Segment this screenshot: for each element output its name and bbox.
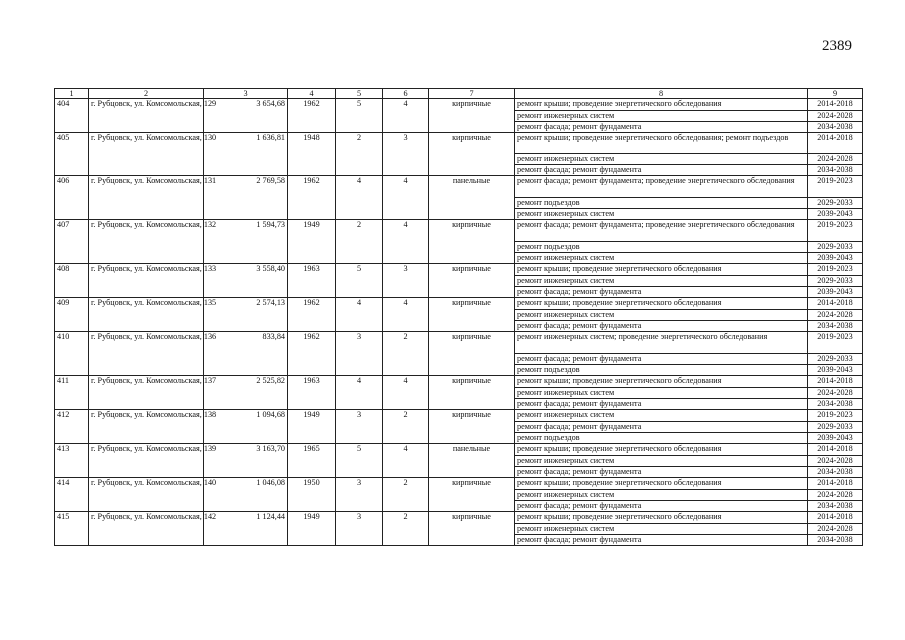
- building-year: 1949: [288, 410, 336, 444]
- table-row: [55, 444, 863, 456]
- work-type: ремонт подъездов: [515, 433, 808, 444]
- work-type: ремонт крыши; проведение энергетического обследования: [515, 298, 808, 310]
- work-period: 2024-2028: [808, 490, 863, 501]
- building-entrances: 2: [383, 410, 429, 444]
- building-year: 1963: [288, 376, 336, 410]
- work-type: ремонт фасада; ремонт фундамента: [515, 165, 808, 176]
- table-row: [55, 220, 863, 242]
- work-period: 2014-2018: [808, 376, 863, 388]
- work-period: 2024-2028: [808, 310, 863, 321]
- building-number: 410: [55, 332, 89, 376]
- work-period: 2034-2038: [808, 122, 863, 133]
- building-floors: 4: [336, 176, 383, 220]
- work-type: ремонт фасада; ремонт фундамента: [515, 467, 808, 478]
- building-year: 1948: [288, 133, 336, 176]
- building-address: г. Рубцовск, ул. Комсомольская, 138: [89, 410, 204, 444]
- building-entrances: 2: [383, 512, 429, 546]
- building-entrances: 4: [383, 220, 429, 264]
- building-address: г. Рубцовск, ул. Комсомольская, 131: [89, 176, 204, 220]
- header-col-5: 5: [336, 89, 383, 99]
- work-type: ремонт крыши; проведение энергетического обследования; ремонт подъездов: [515, 133, 808, 154]
- building-year: 1949: [288, 220, 336, 264]
- building-floors: 5: [336, 444, 383, 478]
- building-address: г. Рубцовск, ул. Комсомольская, 129: [89, 99, 204, 133]
- table-row: [55, 264, 863, 276]
- building-entrances: 2: [383, 332, 429, 376]
- housing-registry-table: [54, 88, 863, 546]
- work-period: 2024-2028: [808, 456, 863, 467]
- building-number: 411: [55, 376, 89, 410]
- work-period: 2014-2018: [808, 478, 863, 490]
- building-entrances: 4: [383, 99, 429, 133]
- building-wall-material: кирпичные: [429, 220, 515, 264]
- work-period: 2024-2028: [808, 524, 863, 535]
- building-area: 2 769,58: [204, 176, 288, 220]
- work-period: 2019-2023: [808, 410, 863, 422]
- work-type: ремонт инженерных систем: [515, 490, 808, 501]
- table-row: [55, 176, 863, 198]
- building-area: 1 594,73: [204, 220, 288, 264]
- building-address: г. Рубцовск, ул. Комсомольская, 130: [89, 133, 204, 176]
- table-row: [55, 512, 863, 524]
- building-floors: 3: [336, 478, 383, 512]
- header-col-3: 3: [204, 89, 288, 99]
- building-wall-material: кирпичные: [429, 332, 515, 376]
- building-entrances: 2: [383, 478, 429, 512]
- work-period: 2029-2033: [808, 422, 863, 433]
- building-wall-material: панельные: [429, 444, 515, 478]
- building-address: г. Рубцовск, ул. Комсомольская, 132: [89, 220, 204, 264]
- header-col-4: 4: [288, 89, 336, 99]
- building-address: г. Рубцовск, ул. Комсомольская, 135: [89, 298, 204, 332]
- table-row: [55, 332, 863, 354]
- building-floors: 5: [336, 264, 383, 298]
- work-type: ремонт инженерных систем: [515, 310, 808, 321]
- header-col-1: 1: [55, 89, 89, 99]
- work-period: 2019-2023: [808, 220, 863, 242]
- building-entrances: 4: [383, 376, 429, 410]
- table-row: [55, 298, 863, 310]
- work-type: ремонт фасада; ремонт фундамента: [515, 287, 808, 298]
- building-area: 833,84: [204, 332, 288, 376]
- work-type: ремонт подъездов: [515, 198, 808, 209]
- building-floors: 5: [336, 99, 383, 133]
- building-address: г. Рубцовск, ул. Комсомольская, 142: [89, 512, 204, 546]
- building-year: 1963: [288, 264, 336, 298]
- work-period: 2019-2023: [808, 332, 863, 354]
- table-row: [55, 410, 863, 422]
- work-period: 2014-2018: [808, 99, 863, 111]
- table-row: [55, 133, 863, 154]
- building-floors: 2: [336, 133, 383, 176]
- building-number: 408: [55, 264, 89, 298]
- building-area: 3 654,68: [204, 99, 288, 133]
- work-type: ремонт крыши; проведение энергетического обследования: [515, 478, 808, 490]
- work-period: 2034-2038: [808, 467, 863, 478]
- work-type: ремонт фасада; ремонт фундамента: [515, 321, 808, 332]
- building-number: 414: [55, 478, 89, 512]
- building-year: 1962: [288, 99, 336, 133]
- work-type: ремонт крыши; проведение энергетического обследования: [515, 264, 808, 276]
- work-period: 2029-2033: [808, 242, 863, 253]
- work-type: ремонт фасада; ремонт фундамента: [515, 535, 808, 546]
- work-period: 2034-2038: [808, 501, 863, 512]
- table-row: [55, 478, 863, 490]
- building-floors: 4: [336, 298, 383, 332]
- building-area: 1 046,08: [204, 478, 288, 512]
- building-year: 1962: [288, 298, 336, 332]
- work-type: ремонт фасада; ремонт фундамента; проведение энергетического обследования: [515, 220, 808, 242]
- table-row: [55, 376, 863, 388]
- building-year: 1949: [288, 512, 336, 546]
- building-floors: 4: [336, 376, 383, 410]
- building-address: г. Рубцовск, ул. Комсомольская, 139: [89, 444, 204, 478]
- registry-body: [55, 99, 863, 546]
- work-period: 2014-2018: [808, 133, 863, 154]
- building-area: 2 525,82: [204, 376, 288, 410]
- building-area: 2 574,13: [204, 298, 288, 332]
- building-year: 1965: [288, 444, 336, 478]
- work-type: ремонт инженерных систем: [515, 410, 808, 422]
- work-period: 2024-2028: [808, 154, 863, 165]
- work-period: 2039-2043: [808, 209, 863, 220]
- building-floors: 3: [336, 512, 383, 546]
- building-number: 407: [55, 220, 89, 264]
- building-number: 413: [55, 444, 89, 478]
- work-period: 2014-2018: [808, 512, 863, 524]
- work-type: ремонт инженерных систем; проведение энергетического обследования: [515, 332, 808, 354]
- building-entrances: 3: [383, 264, 429, 298]
- building-address: г. Рубцовск, ул. Комсомольская, 133: [89, 264, 204, 298]
- work-period: 2034-2038: [808, 399, 863, 410]
- building-year: 1962: [288, 332, 336, 376]
- work-period: 2014-2018: [808, 444, 863, 456]
- building-wall-material: кирпичные: [429, 478, 515, 512]
- building-area: 1 636,81: [204, 133, 288, 176]
- building-area: 3 163,70: [204, 444, 288, 478]
- building-entrances: 3: [383, 133, 429, 176]
- work-period: 2024-2028: [808, 111, 863, 122]
- building-number: 404: [55, 99, 89, 133]
- work-period: 2034-2038: [808, 321, 863, 332]
- work-period: 2029-2033: [808, 354, 863, 365]
- building-floors: 2: [336, 220, 383, 264]
- building-wall-material: кирпичные: [429, 410, 515, 444]
- building-entrances: 4: [383, 444, 429, 478]
- building-wall-material: кирпичные: [429, 298, 515, 332]
- work-type: ремонт фасада; ремонт фундамента: [515, 399, 808, 410]
- building-floors: 3: [336, 410, 383, 444]
- work-period: 2019-2023: [808, 264, 863, 276]
- work-type: ремонт инженерных систем: [515, 253, 808, 264]
- building-area: 1 124,44: [204, 512, 288, 546]
- work-period: 2034-2038: [808, 165, 863, 176]
- header-col-9: 9: [808, 89, 863, 99]
- work-type: ремонт инженерных систем: [515, 209, 808, 220]
- building-address: г. Рубцовск, ул. Комсомольская, 136: [89, 332, 204, 376]
- work-type: ремонт фасада; ремонт фундамента; проведение энергетического обследования: [515, 176, 808, 198]
- building-wall-material: кирпичные: [429, 512, 515, 546]
- work-type: ремонт фасада; ремонт фундамента: [515, 354, 808, 365]
- work-period: 2039-2043: [808, 253, 863, 264]
- work-period: 2019-2023: [808, 176, 863, 198]
- building-wall-material: кирпичные: [429, 264, 515, 298]
- table-row: [55, 99, 863, 111]
- building-wall-material: кирпичные: [429, 99, 515, 133]
- building-floors: 3: [336, 332, 383, 376]
- building-area: 1 094,68: [204, 410, 288, 444]
- work-period: 2014-2018: [808, 298, 863, 310]
- building-wall-material: кирпичные: [429, 376, 515, 410]
- building-address: г. Рубцовск, ул. Комсомольская, 137: [89, 376, 204, 410]
- work-type: ремонт крыши; проведение энергетического обследования: [515, 444, 808, 456]
- work-type: ремонт подъездов: [515, 242, 808, 253]
- work-period: 2024-2028: [808, 388, 863, 399]
- building-number: 405: [55, 133, 89, 176]
- work-type: ремонт крыши; проведение энергетического обследования: [515, 512, 808, 524]
- header-col-7: 7: [429, 89, 515, 99]
- building-wall-material: панельные: [429, 176, 515, 220]
- work-type: ремонт подъездов: [515, 365, 808, 376]
- header-col-2: 2: [89, 89, 204, 99]
- work-type: ремонт фасада; ремонт фундамента: [515, 122, 808, 133]
- building-address: г. Рубцовск, ул. Комсомольская, 140: [89, 478, 204, 512]
- building-number: 409: [55, 298, 89, 332]
- work-type: ремонт инженерных систем: [515, 111, 808, 122]
- header-row: [55, 89, 863, 99]
- header-col-6: 6: [383, 89, 429, 99]
- work-period: 2039-2043: [808, 433, 863, 444]
- building-area: 3 558,40: [204, 264, 288, 298]
- header-col-8: 8: [515, 89, 808, 99]
- building-year: 1962: [288, 176, 336, 220]
- work-type: ремонт инженерных систем: [515, 524, 808, 535]
- work-type: ремонт инженерных систем: [515, 456, 808, 467]
- work-type: ремонт фасада; ремонт фундамента: [515, 422, 808, 433]
- work-type: ремонт инженерных систем: [515, 154, 808, 165]
- building-number: 415: [55, 512, 89, 546]
- work-period: 2034-2038: [808, 535, 863, 546]
- work-type: ремонт фасада; ремонт фундамента: [515, 501, 808, 512]
- work-type: ремонт инженерных систем: [515, 276, 808, 287]
- building-entrances: 4: [383, 298, 429, 332]
- work-period: 2039-2043: [808, 365, 863, 376]
- building-entrances: 4: [383, 176, 429, 220]
- work-period: 2029-2033: [808, 198, 863, 209]
- page-number: 2389: [822, 38, 852, 54]
- work-type: ремонт крыши; проведение энергетического обследования: [515, 99, 808, 111]
- work-period: 2039-2043: [808, 287, 863, 298]
- building-number: 412: [55, 410, 89, 444]
- building-wall-material: кирпичные: [429, 133, 515, 176]
- work-type: ремонт инженерных систем: [515, 388, 808, 399]
- building-year: 1950: [288, 478, 336, 512]
- work-period: 2029-2033: [808, 276, 863, 287]
- work-type: ремонт крыши; проведение энергетического обследования: [515, 376, 808, 388]
- building-number: 406: [55, 176, 89, 220]
